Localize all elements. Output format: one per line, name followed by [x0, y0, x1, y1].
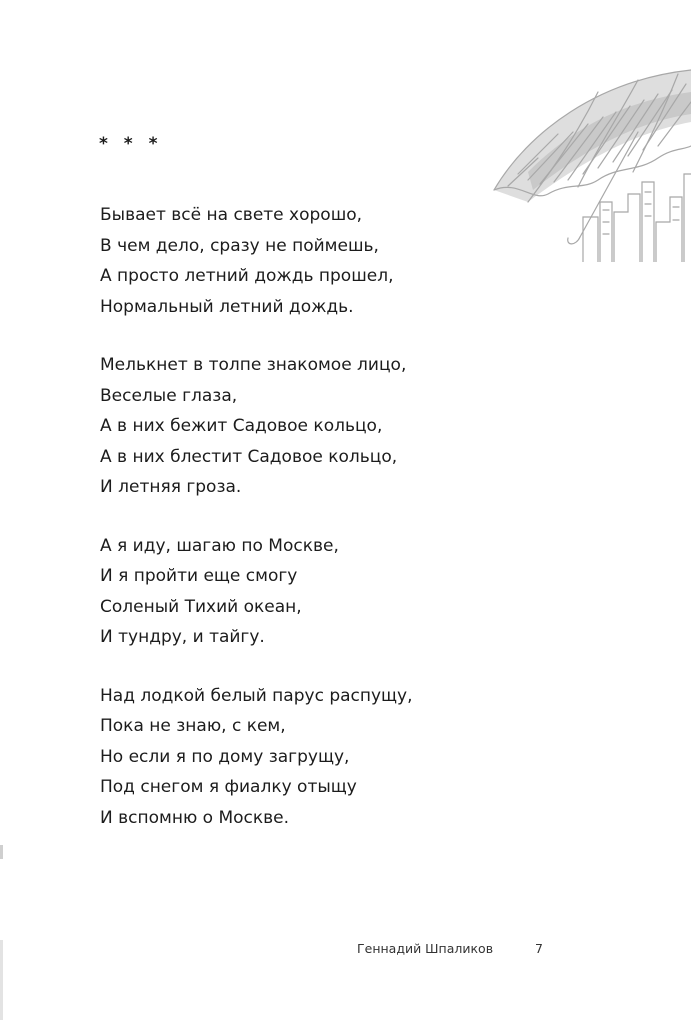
- poem-line: И я пройти еще смогу: [100, 566, 298, 586]
- poem-line: И тундру, и тайгу.: [100, 627, 265, 647]
- poem-line: Соленый Тихий океан,: [100, 596, 302, 617]
- stanza: [100, 531, 520, 653]
- scan-edge-mark: [0, 845, 3, 859]
- poem-line: В чем дело, сразу не поймешь,: [100, 235, 379, 256]
- poem-line: Веселые глаза,: [100, 385, 238, 406]
- poem-line: Нормальный летний дождь.: [100, 296, 354, 317]
- poem-line: Мелькнет в толпе знакомое лицо,: [100, 355, 407, 375]
- poem-line: Но если я по дому загрущу,: [100, 746, 350, 767]
- poem-line: А я иду, шагаю по Москве,: [100, 535, 339, 556]
- poem-line: Под снегом я фиалку отыщу: [100, 777, 357, 797]
- poem-line: А в них бежит Садовое кольцо,: [100, 416, 383, 436]
- poem-line: Бывает всё на свете хорошо,: [100, 205, 363, 225]
- poem-line: Над лодкой белый парус распущу,: [100, 685, 413, 706]
- poem-line: А просто летний дождь прошел,: [100, 266, 394, 286]
- poem-line: Пока не знаю, с кем,: [100, 716, 286, 736]
- stanza: [100, 200, 520, 322]
- poem-line: И вспомню о Москве.: [100, 807, 290, 828]
- running-footer-author: Геннадий Шпаликов: [357, 941, 494, 956]
- scan-edge-mark: [0, 940, 3, 1020]
- stanza: [100, 350, 520, 503]
- section-separator-stars: * * *: [99, 134, 163, 154]
- poem: [100, 200, 520, 861]
- page-number: 7: [535, 941, 543, 956]
- poem-line: А в них блестит Садовое кольцо,: [100, 446, 398, 467]
- stanza: [100, 681, 520, 834]
- poem-line: И летняя гроза.: [100, 477, 242, 497]
